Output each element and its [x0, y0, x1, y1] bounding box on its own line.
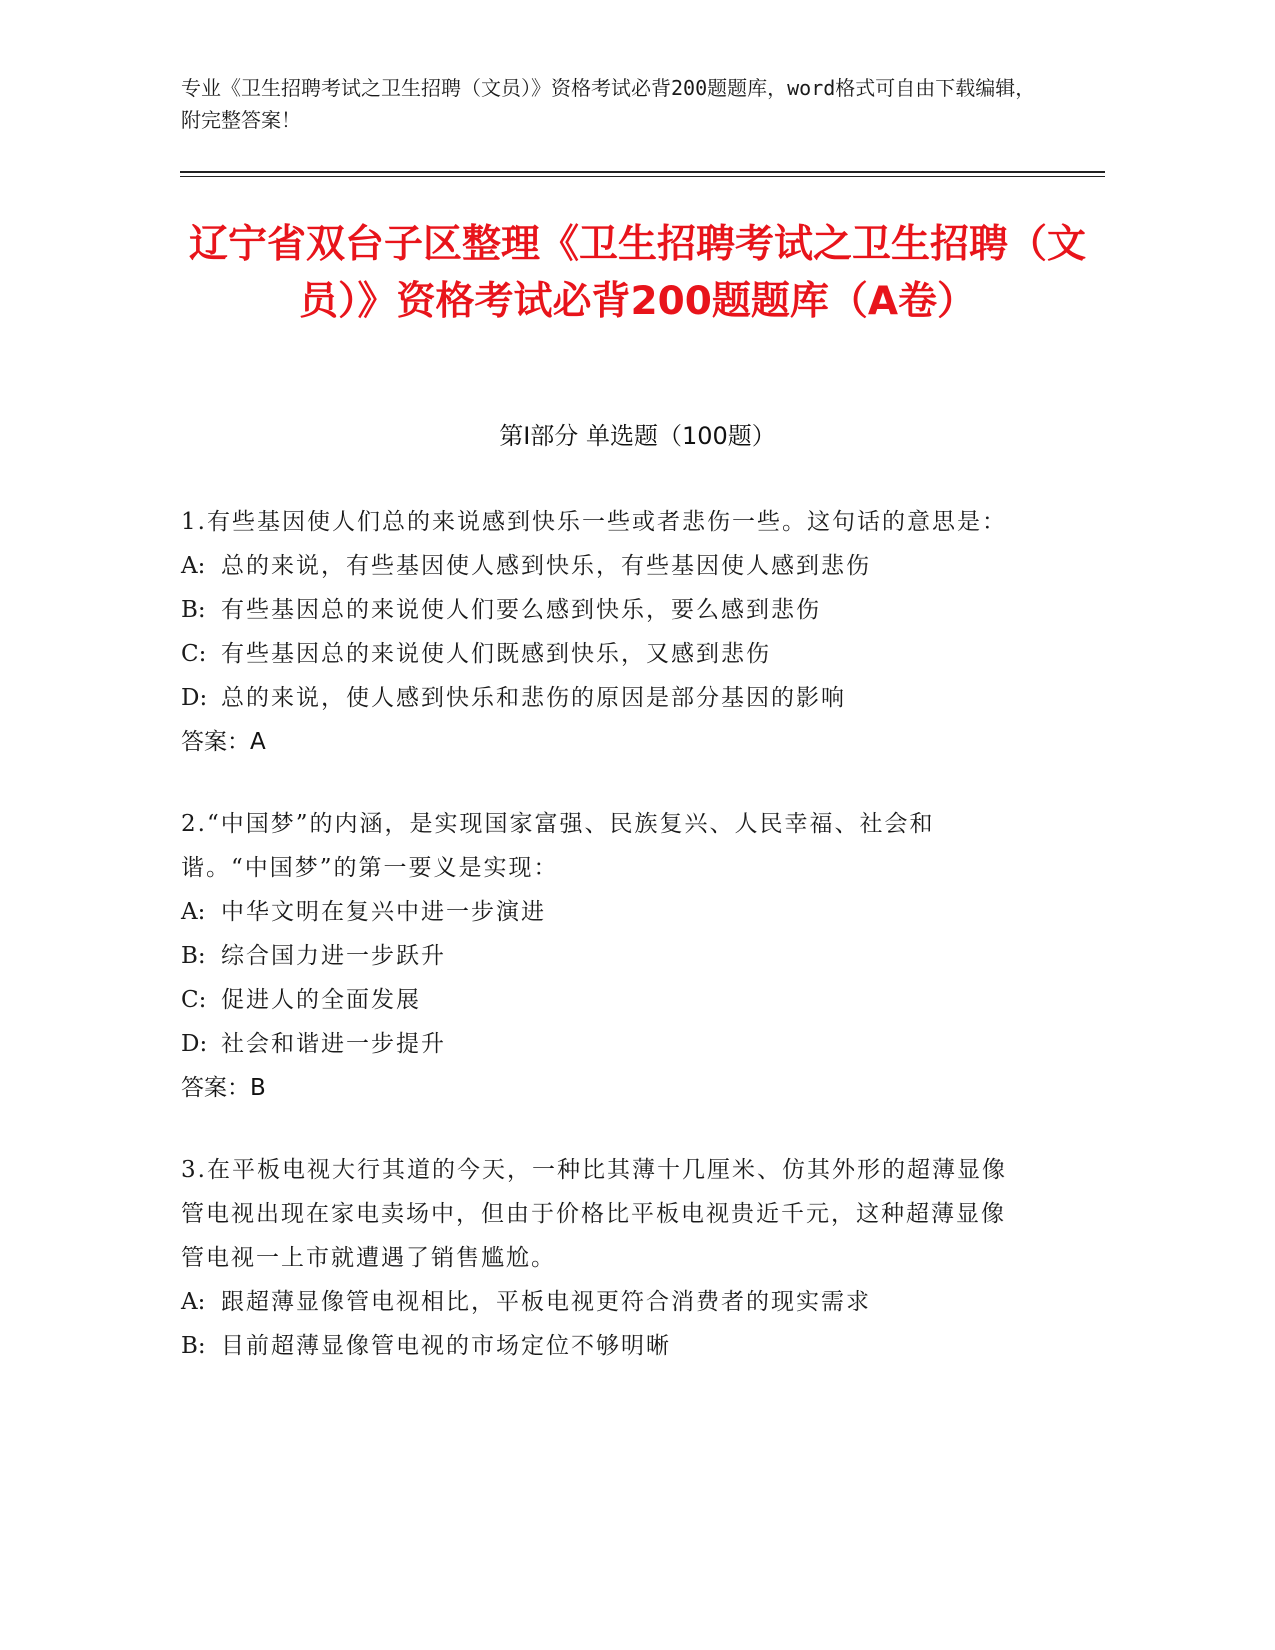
option-key: C: [181, 987, 207, 1013]
option-a [181, 890, 1021, 934]
option-key: B: [181, 1333, 206, 1359]
option-text: 综合国力进一步跃升 [221, 943, 446, 969]
option-key: C: [181, 641, 207, 667]
question-2 [181, 802, 1021, 1110]
question-list [181, 500, 1021, 1406]
header-divider-thin [180, 176, 1105, 177]
option-key: A: [181, 1289, 206, 1315]
option-d [181, 1022, 1021, 1066]
question-1 [181, 500, 1021, 764]
option-text: 社会和谐进一步提升 [221, 1031, 446, 1057]
option-c [181, 978, 1021, 1022]
question-text: 3.在平板电视大行其道的今天，一种比其薄十几厘米、仿其外形的超薄显像管电视出现在家电卖场中，但由于价格比平板电视贵近千元，这种超薄显像管电视一上市就遭遇了销售尴尬。 [181, 1157, 1007, 1271]
option-a [181, 1280, 1021, 1324]
option-key: D: [181, 685, 208, 711]
section-title: 第Ⅰ部分 单选题（100题） [499, 422, 776, 450]
option-a [181, 544, 1021, 588]
option-text: 促进人的全面发展 [221, 987, 421, 1013]
option-text: 有些基因总的来说使人们既感到快乐，又感到悲伤 [221, 641, 771, 667]
header-divider-thick [180, 171, 1105, 173]
option-c [181, 632, 1021, 676]
option-key: B: [181, 943, 206, 969]
question-text: 2.“中国梦”的内涵，是实现国家富强、民族复兴、人民幸福、社会和谐。“中国梦”的第一要义是实现： [181, 811, 935, 881]
question-3 [181, 1148, 1021, 1368]
option-key: B: [181, 597, 206, 623]
document-title: 辽宁省双台子区整理《卫生招聘考试之卫生招聘（文员）》资格考试必背200题题库（A卷） [188, 222, 1086, 324]
answer-line: 答案：B [181, 1075, 266, 1101]
option-text: 总的来说，有些基因使人感到快乐，有些基因使人感到悲伤 [221, 553, 871, 579]
option-b [181, 934, 1021, 978]
option-b [181, 588, 1021, 632]
option-text: 跟超薄显像管电视相比，平板电视更符合消费者的现实需求 [221, 1289, 871, 1315]
option-text: 总的来说，使人感到快乐和悲伤的原因是部分基因的影响 [221, 685, 846, 711]
option-b [181, 1324, 1021, 1368]
option-key: A: [181, 553, 206, 579]
option-text: 目前超薄显像管电视的市场定位不够明晰 [221, 1333, 671, 1359]
option-text: 有些基因总的来说使人们要么感到快乐，要么感到悲伤 [221, 597, 821, 623]
option-key: D: [181, 1031, 208, 1057]
option-key: A: [181, 899, 206, 925]
question-text: 1.有些基因使人们总的来说感到快乐一些或者悲伤一些。这句话的意思是： [181, 509, 1007, 535]
answer-line: 答案：A [181, 729, 266, 755]
option-d [181, 676, 1021, 720]
header-note: 专业《卫生招聘考试之卫生招聘（文员）》资格考试必背200题题库，word格式可自由下载编辑，附完整答案！ [181, 76, 1036, 132]
option-text: 中华文明在复兴中进一步演进 [221, 899, 546, 925]
